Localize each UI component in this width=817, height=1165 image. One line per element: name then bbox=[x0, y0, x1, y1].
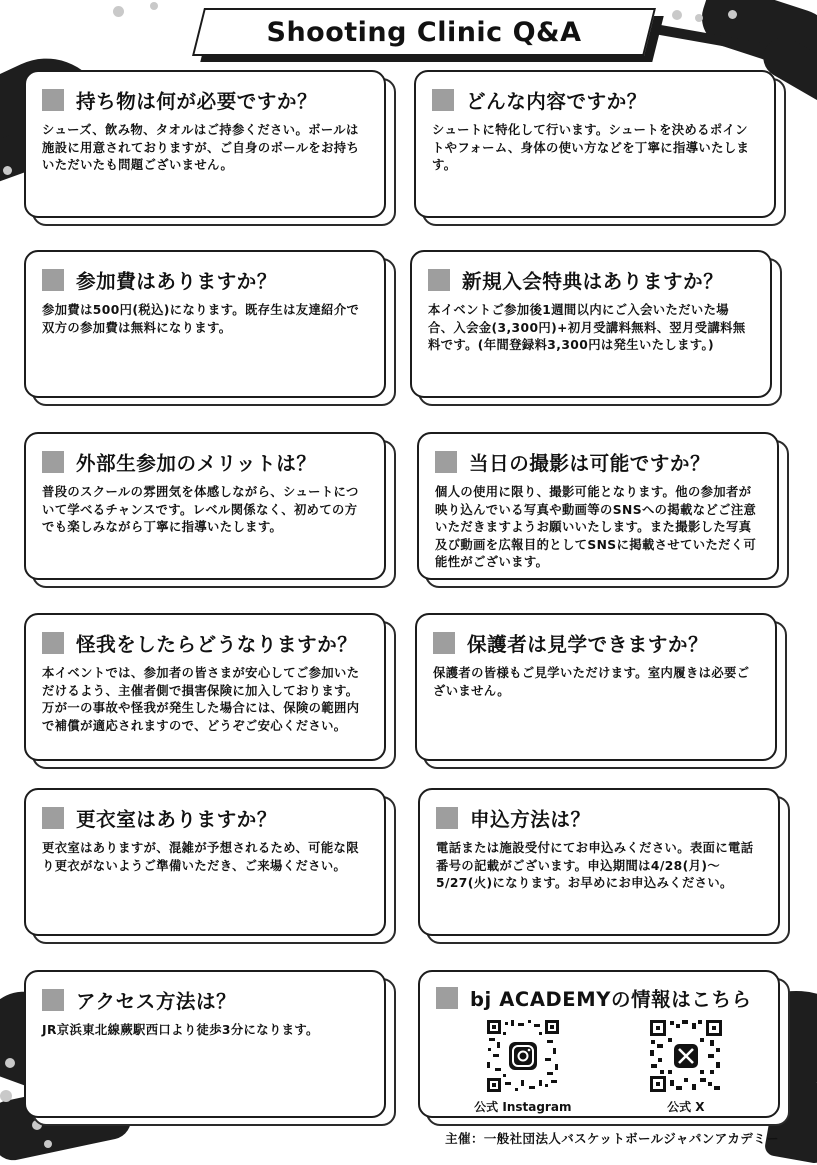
question-title: 申込方法は？ bbox=[470, 808, 591, 831]
faq-card bbox=[415, 613, 777, 761]
faq-card bbox=[24, 970, 386, 1118]
question-marker-icon bbox=[42, 89, 64, 111]
question-title: 新規入会特典はありますか？ bbox=[462, 270, 724, 293]
question-title: 更衣室はありますか？ bbox=[76, 808, 278, 831]
answer-text: 本イベントご参加後1週間以内にご入会いただいた場合、入会金(3,300円)+初月受講料無料、翌月受講料無料です。(年間登録料3,300円は発生いたします。) bbox=[428, 303, 746, 352]
question-marker-icon bbox=[42, 807, 64, 829]
answer-text: JR京浜東北線蕨駅西口より徒歩3分になります。 bbox=[42, 1023, 319, 1037]
answer-text: 電話または施設受付にてお申込みください。表面に電話番号の記載がございます。申込期間は4/28(月)〜5/27(火)になります。お早めにお申込みください。 bbox=[436, 841, 754, 890]
organizer-footer: 主催：一般社団法人バスケットボールジャパンアカデミー bbox=[445, 1131, 779, 1146]
question-marker-icon bbox=[42, 451, 64, 473]
answer-text: シューズ、飲み物、タオルはご持参ください。ボールは施設に用意されておりますが、ご自身のボールをお持ちいただいたも問題ございません。 bbox=[42, 123, 360, 172]
answer-text: 個人の使用に限り、撮影可能となります。他の参加者が映り込んでいる写真や動画等のSNSへの掲載などご注意いただきますようお願いいたします。また撮影した写真及び動画を広報目的としてSNSに掲載させていただく可能性がございます。 bbox=[435, 485, 757, 569]
question-marker-icon bbox=[436, 807, 458, 829]
answer-text: 本イベントでは、参加者の皆さまが安心してご参加いただけるよう、主催者側で損害保険に加入しております。万が一の事故や怪我が発生した場合には、保険の範囲内で補償が適応されますので、どうぞご安心ください。 bbox=[42, 666, 360, 733]
question-marker-icon bbox=[42, 989, 64, 1011]
x-qr-code[interactable] bbox=[648, 1018, 724, 1094]
question-marker-icon bbox=[435, 451, 457, 473]
faq-card bbox=[24, 613, 386, 761]
answer-text: 普段のスクールの雰囲気を体感しながら、シュートについて学べるチャンスです。レベル関係なく、初めての方でも楽しみながら丁寧に指導いたします。 bbox=[42, 485, 359, 534]
question-title: 参加費はありますか？ bbox=[76, 270, 278, 293]
question-title: アクセス方法は？ bbox=[76, 990, 237, 1013]
question-title: どんな内容ですか？ bbox=[466, 90, 647, 113]
question-title: 保護者は見学できますか？ bbox=[467, 633, 709, 656]
question-title: 外部生参加のメリットは？ bbox=[76, 452, 317, 475]
faq-card bbox=[24, 70, 386, 218]
faq-card bbox=[24, 432, 386, 580]
x-label: 公式 X bbox=[667, 1100, 705, 1114]
x-qr[interactable] bbox=[648, 1018, 724, 1115]
faq-card bbox=[417, 432, 779, 580]
question-marker-icon bbox=[436, 987, 458, 1009]
page-title-text: Shooting Clinic Q&A bbox=[266, 16, 582, 48]
question-marker-icon bbox=[42, 632, 64, 654]
answer-text: 保護者の皆様もご見学いただけます。室内履きは必要ございません。 bbox=[433, 666, 750, 698]
info-card bbox=[418, 970, 780, 1118]
answer-text: 参加費は500円(税込)になります。既存生は友達紹介で双方の参加費は無料になります。 bbox=[42, 303, 360, 335]
answer-text: シュートに特化して行います。シュートを決めるポイントやフォーム、身体の使い方などを丁寧に指導いたします。 bbox=[432, 123, 750, 172]
question-marker-icon bbox=[42, 269, 64, 291]
faq-card bbox=[24, 788, 386, 936]
question-marker-icon bbox=[428, 269, 450, 291]
instagram-qr-code[interactable] bbox=[485, 1018, 561, 1094]
answer-text: 更衣室はありますが、混雑が予想されるため、可能な限り更衣がないようご準備いただき、ご来場ください。 bbox=[42, 841, 359, 873]
instagram-qr[interactable] bbox=[474, 1018, 571, 1115]
question-title: 持ち物は何が必要ですか？ bbox=[76, 90, 318, 113]
faq-card bbox=[418, 788, 780, 936]
info-heading: bj ACADEMYの情報はこちら bbox=[470, 988, 752, 1011]
faq-card bbox=[24, 250, 386, 398]
question-title: 当日の撮影は可能ですか？ bbox=[469, 452, 711, 475]
question-title: 怪我をしたらどうなりますか？ bbox=[76, 633, 358, 656]
instagram-label: 公式 Instagram bbox=[474, 1100, 572, 1114]
faq-card bbox=[410, 250, 772, 398]
question-marker-icon bbox=[433, 632, 455, 654]
faq-card bbox=[414, 70, 776, 218]
question-marker-icon bbox=[432, 89, 454, 111]
page-title bbox=[198, 8, 650, 56]
